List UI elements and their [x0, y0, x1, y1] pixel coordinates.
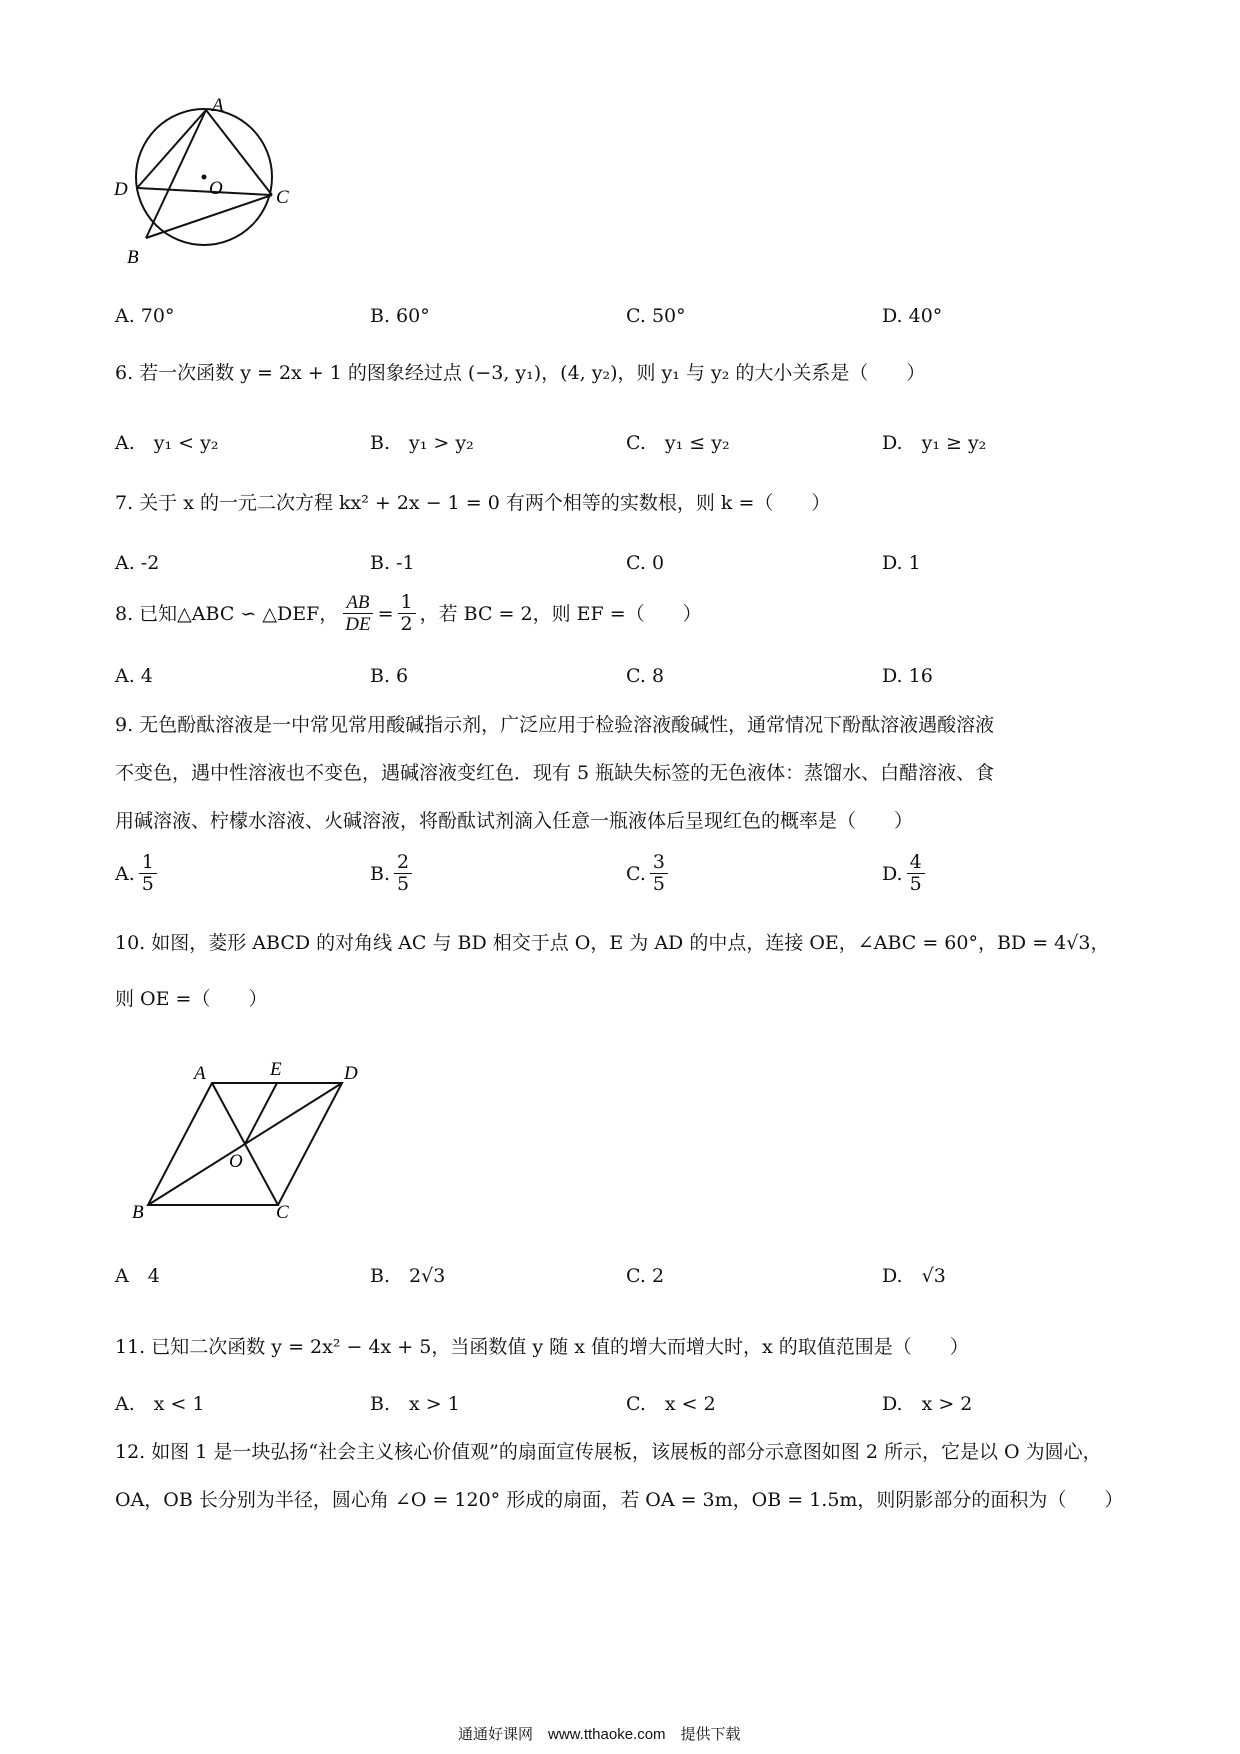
label-B: B	[132, 1202, 144, 1220]
q9-option-c	[626, 852, 672, 895]
q9-option-b-den: 5	[397, 873, 410, 895]
q7-option-b: B. -1	[370, 552, 415, 574]
q11-option-c: C. x < 2	[626, 1393, 716, 1415]
q11-option-a: A. x < 1	[115, 1393, 205, 1415]
q9-option-a-fraction	[139, 852, 157, 895]
q9-option-c-num: 3	[650, 852, 668, 874]
q5-option-b: B. 60°	[370, 305, 430, 327]
chord-AD	[137, 110, 206, 188]
chord-BC	[146, 195, 272, 238]
q9-option-d-fraction	[907, 852, 925, 895]
q9-option-c-den: 5	[652, 873, 665, 895]
q8-stem-post: ，若 BC = 2，则 EF =（ ）	[419, 602, 702, 625]
q10-option-a: A 4	[115, 1265, 160, 1287]
label-O: O	[209, 178, 223, 199]
q9-option-b-fraction	[394, 852, 412, 895]
q8-frac1-num: AB	[343, 592, 372, 614]
q7-option-c: C. 0	[626, 552, 665, 574]
center-dot	[202, 175, 207, 180]
q8-frac2-num: 1	[398, 592, 416, 614]
q11-option-d: D. x > 2	[882, 1393, 973, 1415]
q9-option-a-letter: A.	[115, 862, 135, 885]
q9-line-3: 用碱溶液、柠檬水溶液、火碱溶液，将酚酞试剂滴入任意一瓶液体后呈现红色的概率是（ ）	[115, 810, 914, 832]
q9-option-a-den: 5	[141, 873, 154, 895]
circle-figure	[110, 95, 310, 275]
q6-option-b: B. y₁ > y₂	[370, 432, 474, 454]
q6-stem: 6. 若一次函数 y = 2x + 1 的图象经过点 (−3, y₁)，(4, y₂)，则 y₁ 与 y₂ 的大小关系是（ ）	[115, 362, 926, 384]
q5-option-c: C. 50°	[626, 305, 686, 327]
q8-fraction-ab-de	[342, 592, 373, 635]
q10-line-1: 10. 如图，菱形 ABCD 的对角线 AC 与 BD 相交于点 O，E 为 AD 的中点，连接 OE，∠ABC = 60°，BD = 4√3，	[115, 932, 1110, 954]
q8-option-a: A. 4	[115, 665, 153, 687]
q10-option-c: C. 2	[626, 1265, 665, 1287]
page-footer: 通通好课网 www.tthaoke.com 提供下载	[458, 1726, 741, 1743]
q6-option-d: D. y₁ ≥ y₂	[882, 432, 987, 454]
rhombus-figure	[130, 1055, 370, 1220]
q7-option-a: A. -2	[115, 552, 160, 574]
label-C: C	[276, 1202, 289, 1220]
q10-option-d: D. √3	[882, 1265, 946, 1287]
q6-option-c: C. y₁ ≤ y₂	[626, 432, 730, 454]
q9-option-a	[115, 852, 161, 895]
q8-frac2-den: 2	[400, 613, 413, 635]
label-A: A	[194, 1063, 206, 1084]
q9-option-a-num: 1	[139, 852, 157, 874]
q9-option-b-num: 2	[394, 852, 412, 874]
q8-option-d: D. 16	[882, 665, 933, 687]
q11-stem: 11. 已知二次函数 y = 2x² − 4x + 5，当函数值 y 随 x 值的增大而增大时，x 的取值范围是（ ）	[115, 1336, 969, 1358]
q9-option-c-letter: C.	[626, 862, 646, 885]
q10-option-b: B. 2√3	[370, 1265, 446, 1287]
q8-stem	[115, 592, 702, 635]
q7-stem: 7. 关于 x 的一元二次方程 kx² + 2x − 1 = 0 有两个相等的实数根，则 k =（ ）	[115, 492, 831, 514]
label-D: D	[114, 179, 128, 200]
q11-option-b: B. x > 1	[370, 1393, 460, 1415]
q9-line-1: 9. 无色酚酞溶液是一中常见常用酸碱指示剂，广泛应用于检验溶液酸碱性，通常情况下酚酞溶液遇酸溶液	[115, 714, 995, 736]
q9-option-c-fraction	[650, 852, 668, 895]
q9-option-b-letter: B.	[370, 862, 391, 885]
q9-option-d-num: 4	[907, 852, 925, 874]
q8-stem-pre: 8. 已知△ABC ∽ △DEF，	[115, 602, 339, 625]
q8-fraction-half	[398, 592, 416, 635]
q9-option-d-letter: D.	[882, 862, 903, 885]
q9-option-d-den: 5	[909, 873, 922, 895]
q8-option-c: C. 8	[626, 665, 665, 687]
q6-option-a: A. y₁ < y₂	[115, 432, 219, 454]
label-D: D	[344, 1063, 358, 1084]
label-E: E	[270, 1059, 282, 1080]
q5-option-d: D. 40°	[882, 305, 943, 327]
q8-equals: =	[377, 602, 394, 625]
q12-text: 12. 如图 1 是一块弘扬“社会主义核心价值观”的扇面宣传展板，该展板的部分示意图如图 2 所示，它是以 O 为圆心，OA，OB 长分别为半径，圆心角 ∠O = 120° 形成的扇面，若 OA = 3m，OB = 1.5m，则阴影部分的面积为（ ）	[115, 1441, 1124, 1511]
q9-option-d	[882, 852, 929, 895]
q5-option-a: A. 70°	[115, 305, 175, 327]
label-A: A	[212, 95, 224, 116]
label-B: B	[127, 247, 139, 268]
chord-DC	[137, 188, 272, 195]
label-C: C	[276, 187, 289, 208]
q9-option-b	[370, 852, 416, 895]
q9-line-2: 不变色，遇中性溶液也不变色，遇碱溶液变红色．现有 5 瓶缺失标签的无色液体：蒸馏水、白醋溶液、食	[115, 762, 995, 784]
q8-option-b: B. 6	[370, 665, 409, 687]
q10-line-2: 则 OE =（ ）	[115, 988, 268, 1010]
q8-frac1-den: DE	[345, 614, 371, 635]
label-O: O	[229, 1151, 243, 1172]
q7-option-d: D. 1	[882, 552, 921, 574]
